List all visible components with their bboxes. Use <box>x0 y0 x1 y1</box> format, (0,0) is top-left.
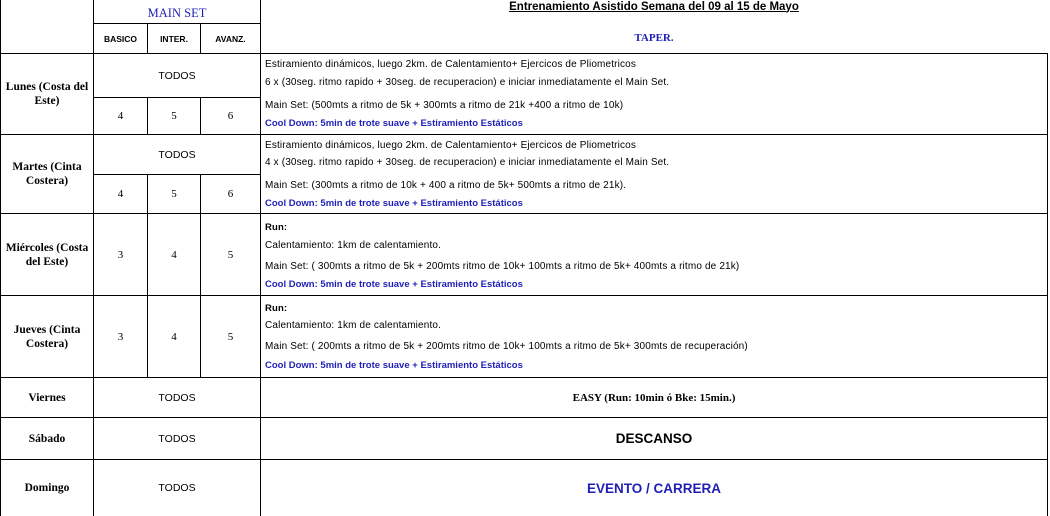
page-title: Entrenamiento Asistido Semana del 09 al 15 de Mayo <box>509 0 799 13</box>
drill-text: 4 x (30seg. ritmo rapido + 30seg. de recuperacion) e iniciar inmediatamente el Main Set. <box>265 157 670 168</box>
all-levels-label: TODOS <box>158 482 196 494</box>
activity-text: EASY (Run: 10min ó Bke: 15min.) <box>572 391 736 404</box>
level-basico-header: BASICO <box>103 33 138 44</box>
day-label-viernes: Viernes <box>28 391 66 404</box>
inter-value: 5 <box>171 188 177 200</box>
inter-value: 4 <box>171 330 177 343</box>
avanz-value: 6 <box>227 188 234 200</box>
activity-text: EVENTO / CARRERA <box>586 480 722 496</box>
day-label-lunes: Lunes (Costa del Este) <box>5 81 89 107</box>
page-subtitle: TAPER. <box>634 32 674 44</box>
basico-value: 3 <box>117 330 124 343</box>
level-inter-header: INTER. <box>160 33 188 44</box>
warmup-text: Estiramiento dinámicos, luego 2km. de Calentamiento+ Ejercicos de Pliometricos <box>265 59 637 70</box>
cooldown-text: Cool Down: 5min de trote suave + Estiramiento Estáticos <box>265 118 523 129</box>
day-label-sabado: Sábado <box>28 432 66 445</box>
cooldown-text: Cool Down: 5min de trote suave + Estiramiento Estáticos <box>265 198 523 209</box>
run-label: Run: <box>265 222 288 233</box>
warmup-text: Calentamiento: 1km de calentamiento. <box>265 240 442 251</box>
inter-value: 4 <box>171 248 177 261</box>
avanz-value: 6 <box>227 110 234 122</box>
activity-text: DESCANSO <box>615 431 693 446</box>
main-set-text: Main Set: ( 200mts a ritmo de 5k + 200mts ritmo de 10k+ 100mts a ritmo de 5k+ 300mts de recuperación) <box>265 341 748 352</box>
basico-value: 4 <box>117 110 124 122</box>
avanz-value: 5 <box>227 248 234 261</box>
day-label-jueves: Jueves (Cinta Costera) <box>13 323 81 350</box>
level-avanz-header: AVANZ. <box>215 33 246 44</box>
day-label-domingo: Domingo <box>24 482 70 494</box>
warmup-text: Estiramiento dinámicos, luego 2km. de Calentamiento+ Ejercicos de Pliometricos <box>265 140 637 151</box>
all-levels-label: TODOS <box>158 69 196 82</box>
all-levels-label: TODOS <box>158 432 196 445</box>
warmup-text: Calentamiento: 1km de calentamiento. <box>265 320 442 331</box>
inter-value: 5 <box>171 110 177 122</box>
avanz-value: 5 <box>227 330 234 343</box>
basico-value: 3 <box>117 248 124 261</box>
main-set-header: MAIN SET <box>147 6 207 20</box>
cooldown-text: Cool Down: 5min de trote suave + Estiramiento Estáticos <box>265 279 523 290</box>
drill-text: 6 x (30seg. ritmo rapido + 30seg. de recuperacion) e iniciar inmediatamente el Main Set. <box>265 77 670 88</box>
main-set-text: Main Set: (300mts a ritmo de 10k + 400 a ritmo de 5k+ 500mts a ritmo de 21k). <box>265 180 627 191</box>
main-set-text: Main Set: (500mts a ritmo de 5k + 300mts a ritmo de 21k +400 a ritmo de 10k) <box>265 100 624 111</box>
day-label-miercoles: Miércoles (Costa del Este) <box>5 241 89 268</box>
main-set-text: Main Set: ( 300mts a ritmo de 5k + 200mts ritmo de 10k+ 100mts a ritmo de 5k+ 400mts a ritmo de 21k) <box>265 261 740 272</box>
cooldown-text: Cool Down: 5min de trote suave + Estiramiento Estáticos <box>265 360 523 371</box>
basico-value: 4 <box>117 188 124 200</box>
all-levels-label: TODOS <box>158 148 196 161</box>
all-levels-label: TODOS <box>158 391 196 404</box>
day-label-martes: Martes (Cinta Costera) <box>12 161 82 187</box>
run-label: Run: <box>265 303 288 314</box>
